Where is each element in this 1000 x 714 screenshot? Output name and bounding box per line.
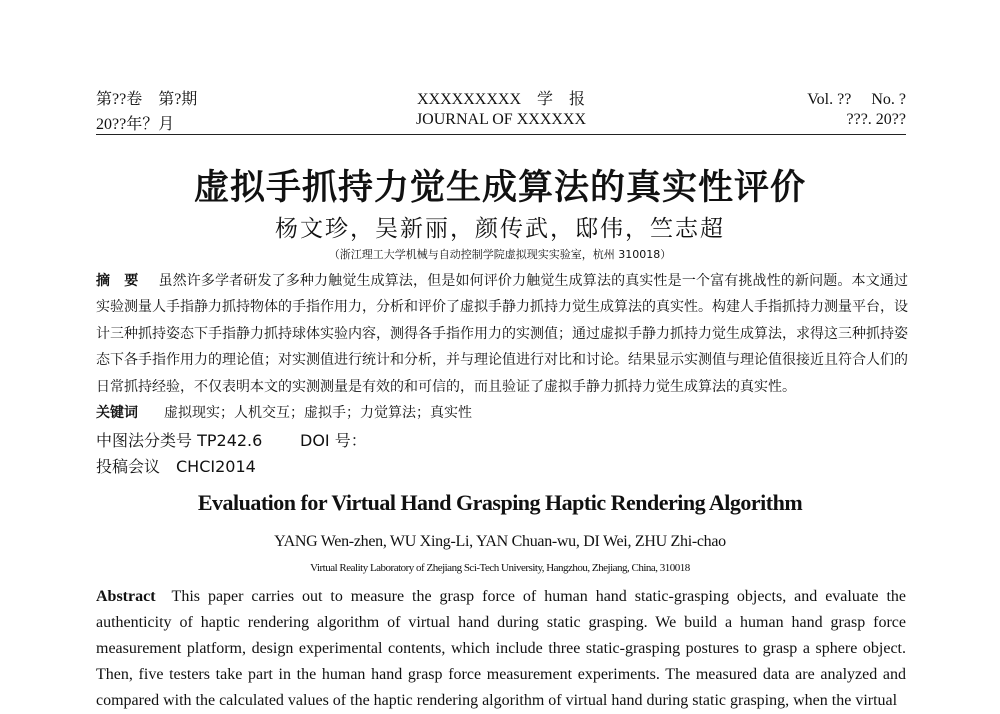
- abstract-en-text: This paper carries out to measure the grasp force of human hand static-grasping objects, and evaluate the authenticity of haptic rendering algorithm of virtual hand during static grasping. We build a human hand grasp force measurement platform, design experimental contents, which include three static-grasping postures to grasp a sphere object. Then, five testers take part in the human hand grasp force measurement experiments. The measured data are analyzed and compared with the calculated values of the haptic rendering algorithm of virtual hand during static grasping, when the virtual: [96, 588, 906, 709]
- date-cn: 20??年？月: [96, 116, 175, 133]
- abstract-cn: [96, 268, 908, 400]
- volume-cn: 第??卷 第?期: [96, 91, 198, 108]
- journal-en: JOURNAL OF XXXXXX: [415, 111, 587, 128]
- abstract-cn-text: 虽然许多学者研发了多种力触觉生成算法，但是如何评价力触觉生成算法的真实性是一个富有挑战性的新问题。本文通过实验测量人手指静力抓持物体的手指作用力，分析和评价了虚拟手静力抓持力觉生成算法的真实性。构建人手指抓持力测量平台，设计三种抓持姿态下手指静力抓持球体实验内容，测得各手指作用力的实测值；通过虚拟手静力抓持力觉生成算法，求得这三种抓持姿态下各手指作用力的理论值；对实测值进行统计和分析，并与理论值进行对比和讨论。结果显示实测值与理论值很接近且符合人们的日常抓持经验，不仅表明本文的实测测量是有效的和可信的，而且验证了虚拟手静力抓持力觉生成算法的真实性。: [96, 273, 908, 395]
- affiliation-en: Virtual Reality Laboratory of Zhejiang Sci-Tech University, Hangzhou, Zhejiang, China, 310018: [310, 562, 690, 574]
- abstract-en-label: Abstract: [96, 588, 156, 605]
- authors-en: YANG Wen-zhen, WU Xing-Li, YAN Chuan-wu, DI Wei, ZHU Zhi-chao: [274, 533, 726, 550]
- authors-cn: 杨文珍，吴新丽，颜传武，邸伟，竺志超: [275, 216, 725, 241]
- running-header-top: [96, 86, 906, 108]
- header-rule: [96, 134, 906, 135]
- running-header-bottom: [96, 111, 906, 133]
- doi-label: DOI 号：: [300, 431, 367, 450]
- keywords-cn-label: 关键词: [96, 405, 138, 421]
- clc-number: 中图法分类号 TP242.6: [96, 431, 263, 450]
- abstract-en: [96, 584, 906, 714]
- paper-title-en: Evaluation for Virtual Hand Grasping Haptic Rendering Algorithm: [197, 490, 803, 515]
- volume-en: Vol. ?? No. ?: [807, 91, 906, 108]
- keywords-cn: [96, 402, 472, 422]
- abstract-cn-label: 摘 要: [96, 273, 139, 289]
- affiliation-cn: （浙江理工大学机械与自动控制学院虚拟现实实验室，杭州 310018）: [328, 248, 672, 261]
- date-en: ???. 20??: [846, 111, 906, 128]
- journal-cn: XXXXXXXXX 学 报: [417, 91, 585, 108]
- paper-title-cn: 虚拟手抓持力觉生成算法的真实性评价: [193, 168, 806, 208]
- conference-info: 投稿会议 CHCI2014: [96, 457, 256, 476]
- keywords-cn-text: 虚拟现实；人机交互；虚拟手；力觉算法；真实性: [164, 405, 472, 421]
